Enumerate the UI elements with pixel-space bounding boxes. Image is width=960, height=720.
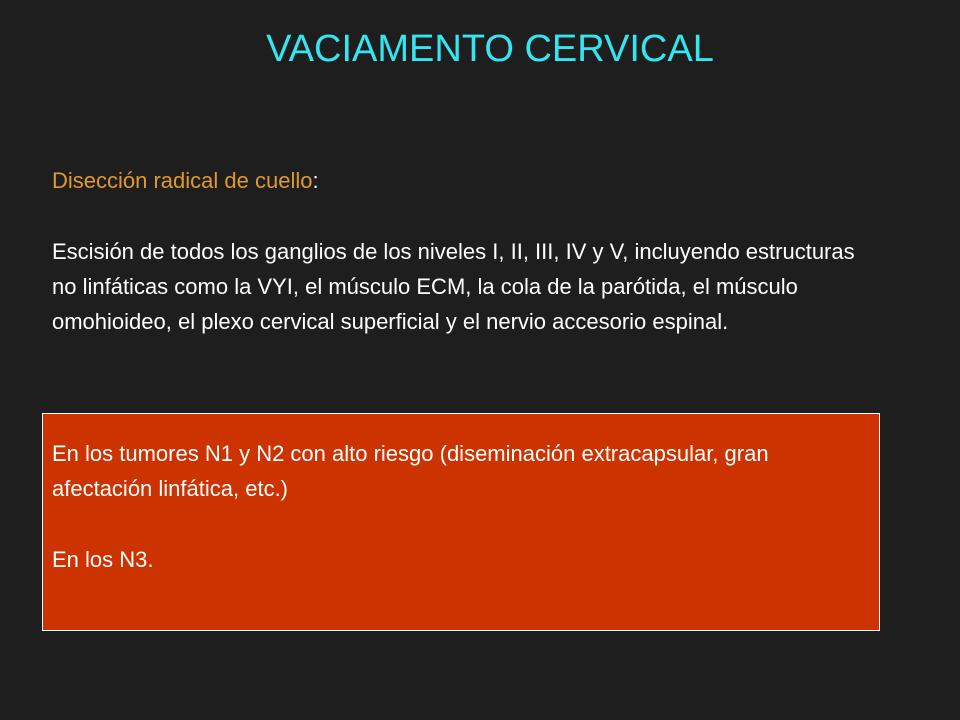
indication-n3: En los N3.: [52, 547, 154, 572]
indication-n1-n2: En los tumores N1 y N2 con alto riesgo (diseminación extracapsular, gran afectación linfática, etc.): [52, 441, 769, 501]
subheading-colon: :: [312, 168, 319, 193]
subheading: [52, 166, 319, 196]
subheading-text: Disección radical de cuello: [52, 168, 313, 193]
indications-box: [42, 413, 880, 631]
definition-paragraph: Escisión de todos los ganglios de los niveles I, II, III, IV y V, incluyendo estructuras no linfáticas como la VYI, el músculo ECM, la cola de la parótida, el músculo omohioideo, el plexo cervical superficial y el nervio accesorio espinal.: [52, 239, 855, 334]
slide-title: VACIAMENTO CERVICAL: [266, 28, 714, 70]
